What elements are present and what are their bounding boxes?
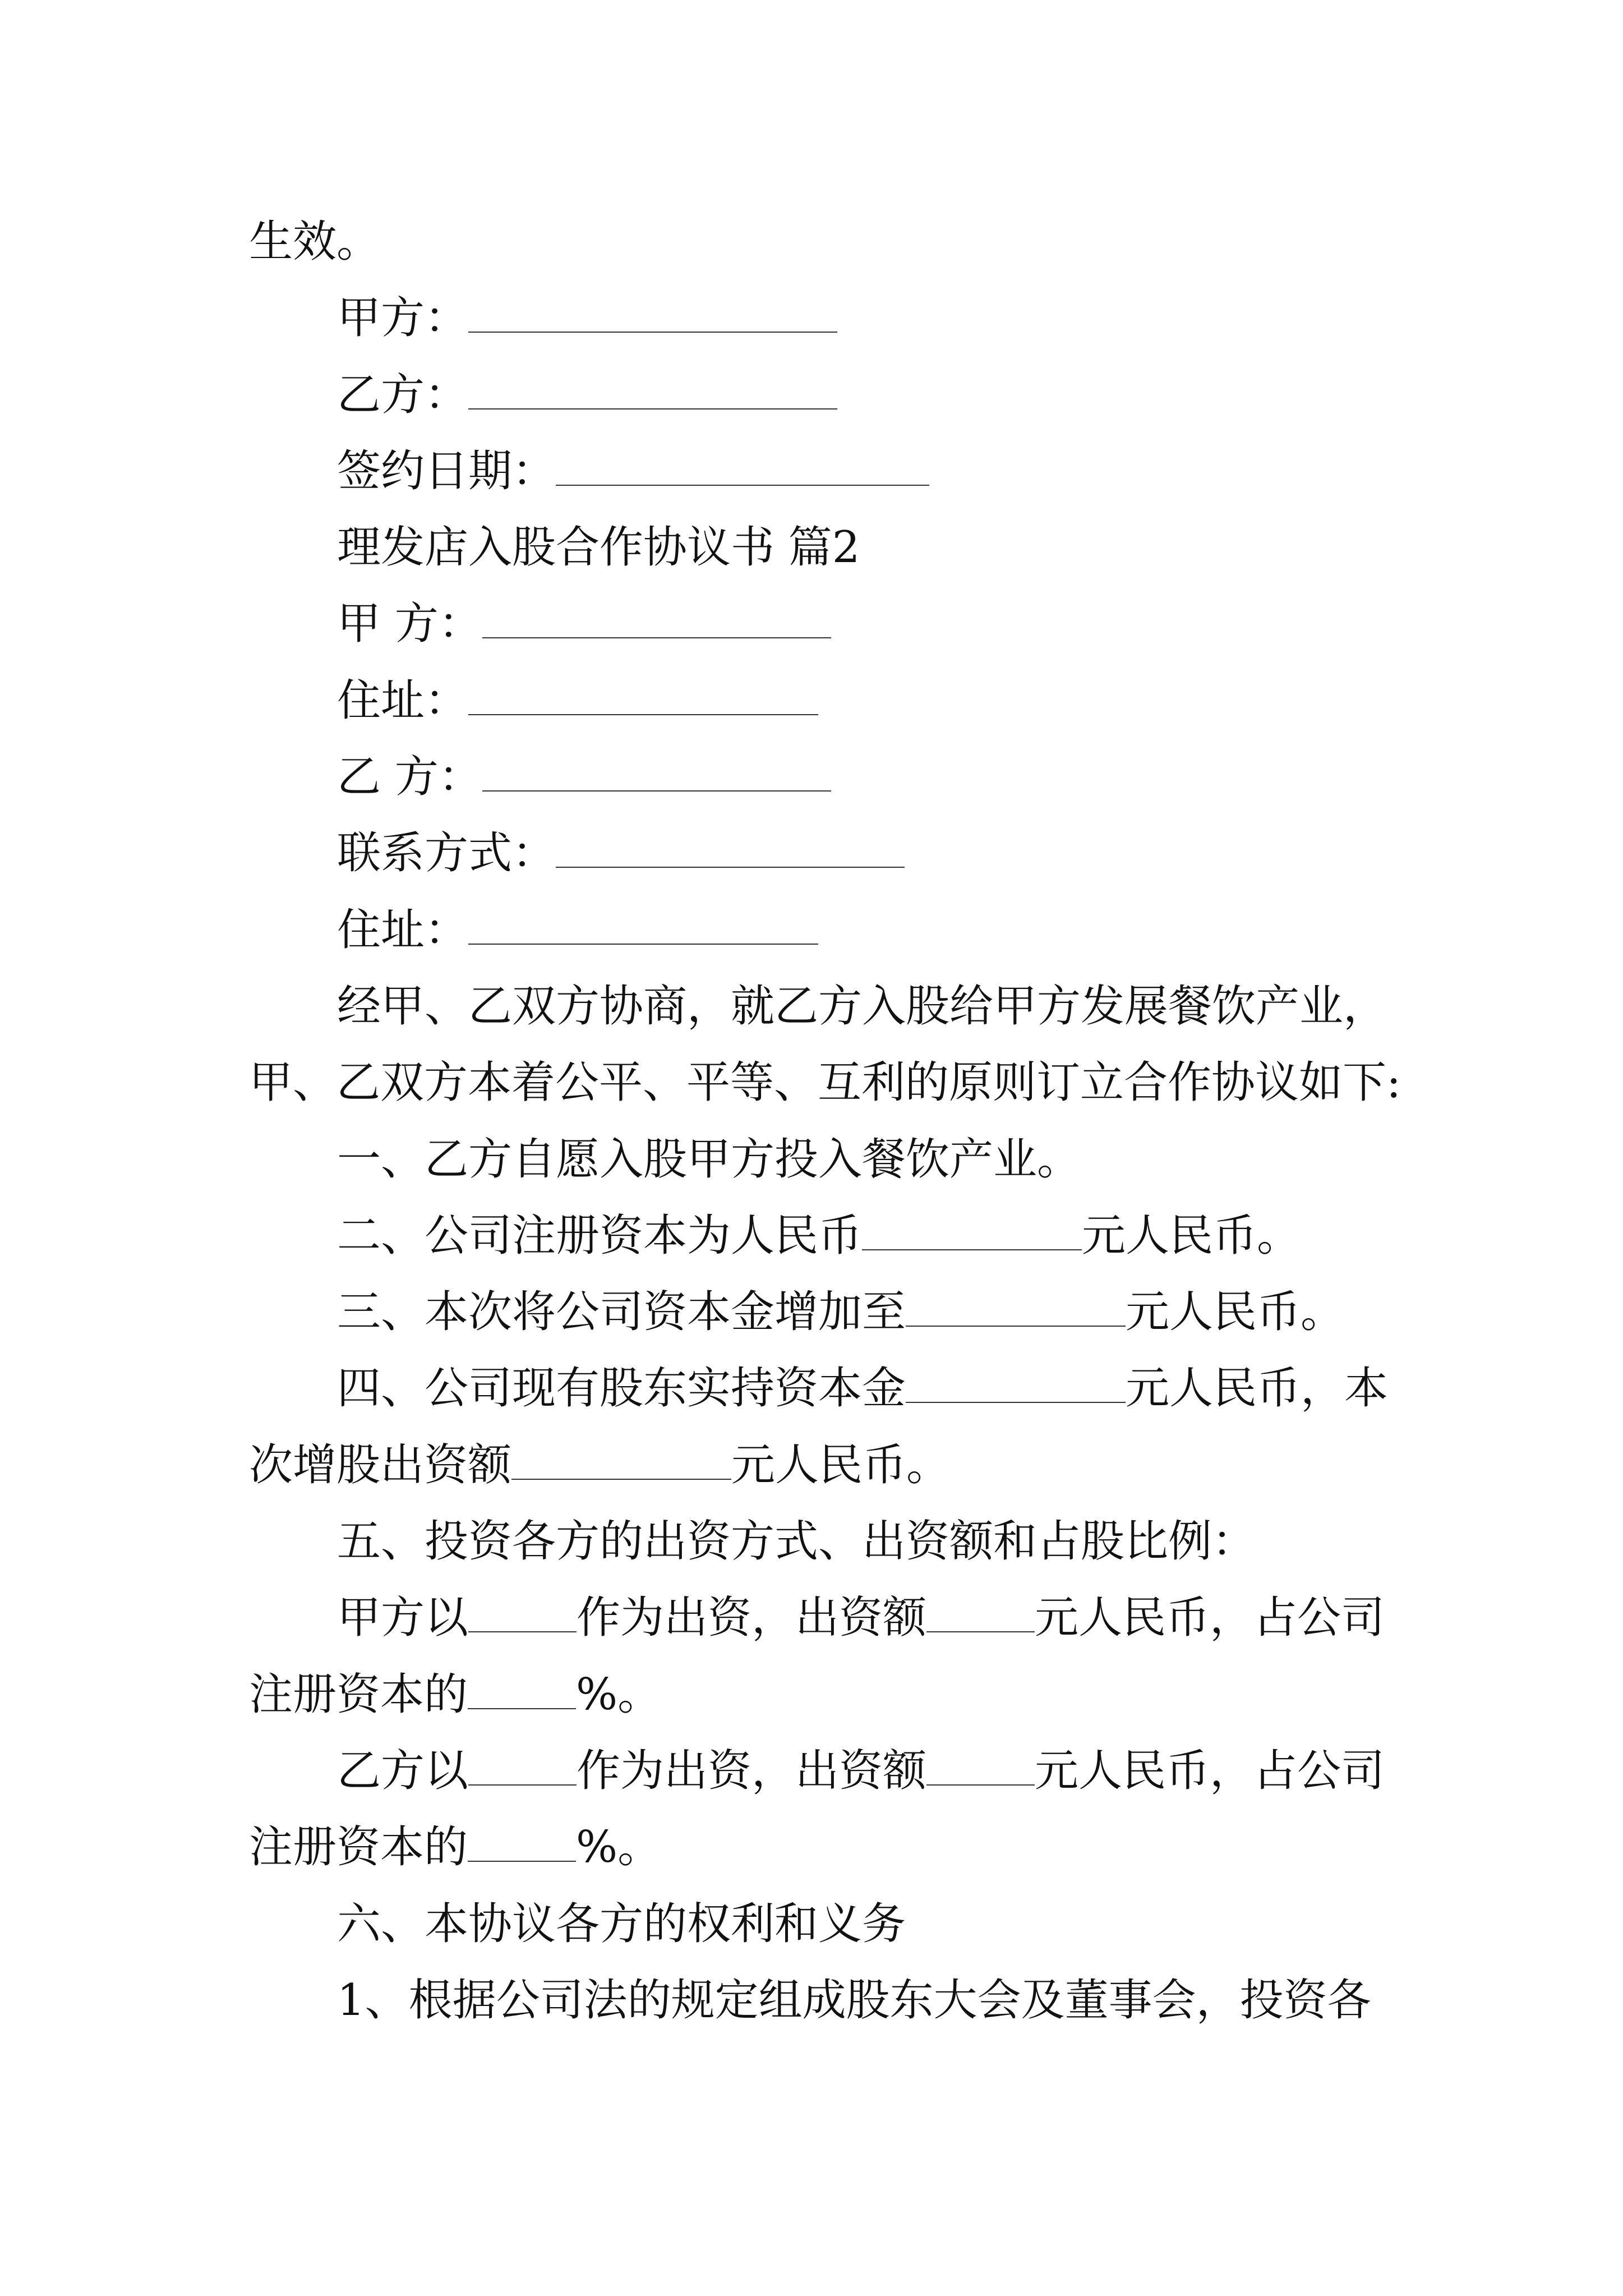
clause-3-unit: 元人民币。: [1126, 1287, 1345, 1338]
blank-line: [468, 714, 818, 715]
clause-4-line2-text: 次增股出资额: [249, 1439, 512, 1490]
clause-5-party-a-continued: [249, 1657, 1427, 1733]
signature-date-label: 签约日期：: [337, 445, 556, 496]
clause-5b-line2-p2: %。: [576, 1822, 662, 1873]
clause-5a-p1: 甲方以: [337, 1593, 469, 1644]
clause-5a-line2-p1: 注册资本的: [249, 1669, 468, 1720]
blank-line: [468, 1631, 577, 1632]
tail-text: 生效。: [249, 217, 381, 267]
clause-4-line2-unit: 元人民币。: [731, 1439, 951, 1490]
blank-line: [926, 1631, 1035, 1632]
signature-party-a: [249, 280, 1427, 356]
clause-5a-p2: 作为出资，出资额: [577, 1593, 927, 1644]
clause-4-unit: 元人民币，本: [1126, 1363, 1389, 1414]
party-a-label: 甲 方：: [337, 599, 482, 650]
clause-4-text: 四、公司现有股东实持资本金: [337, 1363, 906, 1414]
clause-1: 一、乙方自愿入股甲方投入餐饮产业。: [337, 1134, 1081, 1185]
blank-line: [482, 790, 831, 792]
clause-5b-p3: 元人民币，占公司: [1035, 1745, 1385, 1796]
clause-3-text: 三、本次将公司资本金增加至: [337, 1287, 906, 1338]
clause-5: 五、投资各方的出资方式、出资额和占股比例：: [337, 1516, 1256, 1567]
clause-4: [249, 1350, 1427, 1427]
address-b: [249, 892, 1427, 968]
address-a: [249, 662, 1427, 739]
signature-date: [249, 433, 1427, 509]
party-b: [249, 739, 1427, 815]
blank-line: [862, 1249, 1082, 1250]
contact: [249, 815, 1427, 891]
address-a-label: 住址：: [337, 675, 469, 726]
section-title: 理发店入股合作协议书 篇2: [337, 522, 860, 573]
clause-5a-line2-p2: %。: [576, 1669, 662, 1720]
document-body: [249, 204, 1427, 2039]
signature-party-b-label: 乙方：: [337, 369, 469, 420]
clause-5a-p3: 元人民币，占公司: [1035, 1593, 1385, 1644]
contact-label: 联系方式：: [337, 828, 556, 879]
clause-3: [249, 1274, 1427, 1350]
clause-5b-p1: 乙方以: [337, 1745, 469, 1796]
signature-party-a-label: 甲方：: [337, 293, 469, 344]
blank-line: [468, 1861, 576, 1862]
blank-line: [511, 1479, 731, 1480]
blank-line: [556, 867, 905, 868]
clause-2: [249, 1198, 1427, 1274]
preamble-line-1: 经甲、乙双方协商，就乙方入股给甲方发展餐饮产业，: [337, 981, 1387, 1032]
address-b-label: 住址：: [337, 904, 469, 955]
clause-5-party-b-continued: [249, 1809, 1427, 1885]
blank-line: [468, 408, 837, 409]
blank-line: [556, 485, 929, 486]
blank-line: [482, 637, 831, 638]
blank-line: [926, 1784, 1035, 1786]
blank-line: [906, 1402, 1126, 1403]
blank-line: [468, 332, 837, 333]
preamble-line-2: 甲、乙双方本着公平、平等、互利的原则订立合作协议如下:: [249, 1057, 1401, 1108]
party-b-label: 乙 方：: [337, 752, 482, 803]
blank-line: [468, 1708, 576, 1709]
party-a: [249, 586, 1427, 662]
clause-5-party-a: [249, 1580, 1427, 1656]
clause-6-item-1: 1、根据公司法的规定组成股东大会及董事会，投资各: [337, 1975, 1371, 2026]
clause-2-text: 二、公司注册资本为人民币: [337, 1210, 863, 1261]
blank-line: [906, 1326, 1126, 1327]
clause-2-unit: 元人民币。: [1082, 1210, 1301, 1261]
clause-5-party-b: [249, 1733, 1427, 1809]
clause-4-continued: [249, 1427, 1427, 1503]
clause-5b-line2-p1: 注册资本的: [249, 1822, 468, 1873]
blank-line: [468, 1784, 577, 1786]
blank-line: [468, 944, 818, 945]
clause-6: 六、本协议各方的权利和义务: [337, 1898, 906, 1949]
signature-party-b: [249, 357, 1427, 433]
clause-5b-p2: 作为出资，出资额: [577, 1745, 927, 1796]
